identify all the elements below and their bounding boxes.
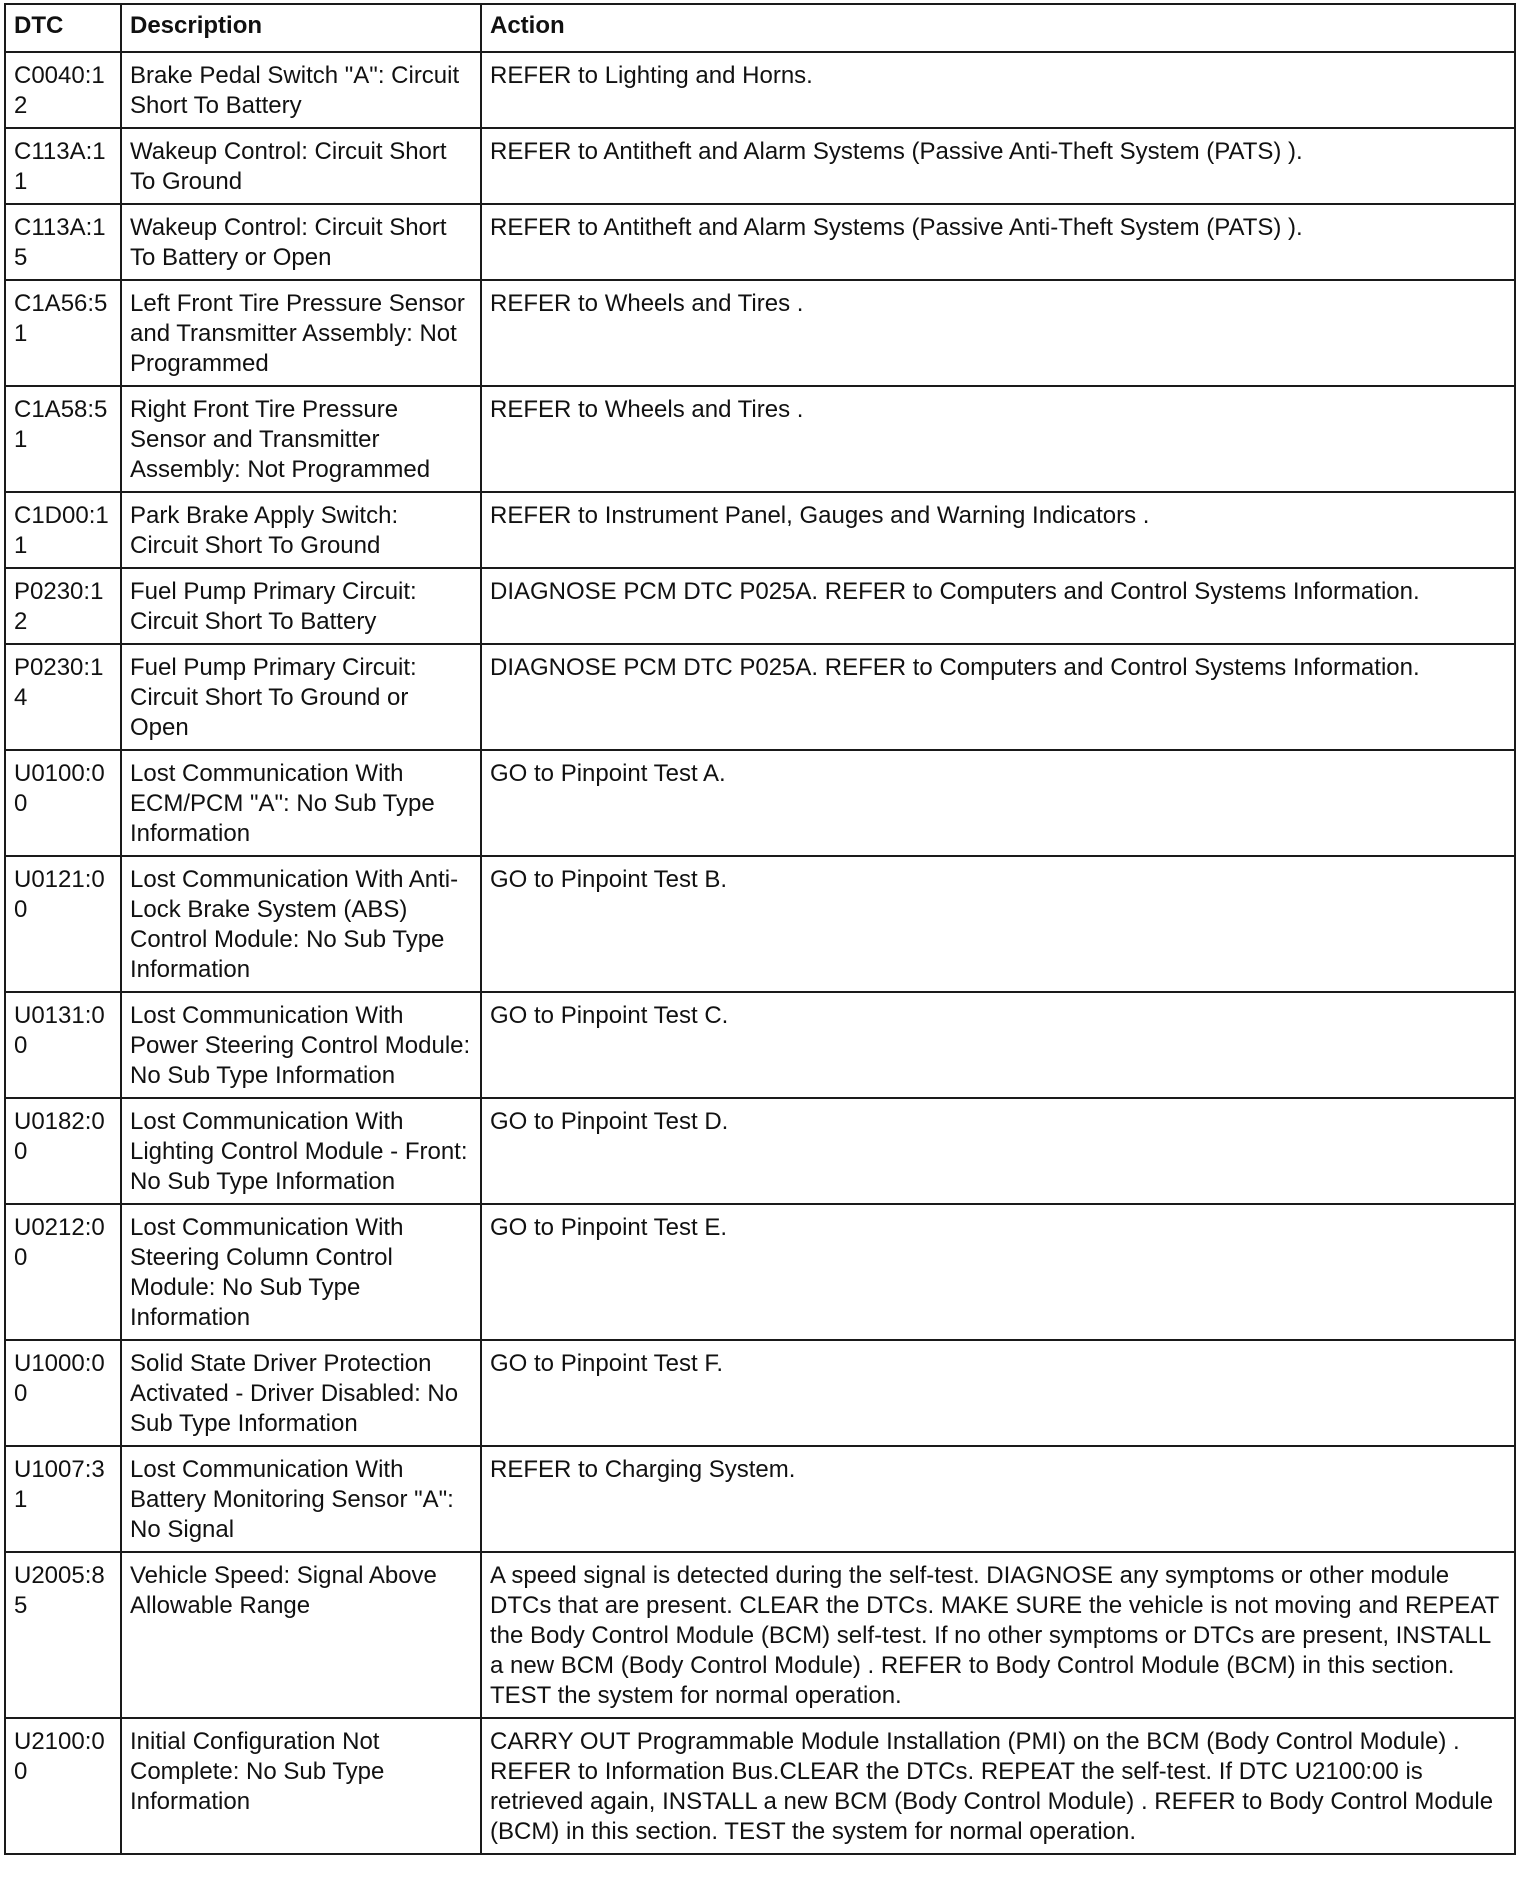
table-row <box>5 644 1515 750</box>
table-row <box>5 1204 1515 1340</box>
header-action: Action <box>481 4 1515 52</box>
cell-dtc: C113A:11 <box>5 128 121 204</box>
cell-description: Vehicle Speed: Signal Above Allowable Range <box>121 1552 481 1718</box>
cell-description: Solid State Driver Protection Activated - Driver Disabled: No Sub Type Information <box>121 1340 481 1446</box>
cell-dtc: C1D00:11 <box>5 492 121 568</box>
cell-description: Right Front Tire Pressure Sensor and Transmitter Assembly: Not Programmed <box>121 386 481 492</box>
table-row <box>5 1446 1515 1552</box>
table-row <box>5 386 1515 492</box>
cell-action: REFER to Antitheft and Alarm Systems (Passive Anti-Theft System (PATS) ). <box>481 128 1515 204</box>
cell-dtc: C1A58:51 <box>5 386 121 492</box>
cell-description: Initial Configuration Not Complete: No Sub Type Information <box>121 1718 481 1854</box>
table-row <box>5 1718 1515 1854</box>
cell-dtc: U1007:31 <box>5 1446 121 1552</box>
cell-action: A speed signal is detected during the self-test. DIAGNOSE any symptoms or other module DTCs that are present. CLEAR the DTCs. MAKE SURE the vehicle is not moving and REPEAT the Body Control Module (BCM) self-test. If no other symptoms or DTCs are present, INSTALL a new BCM (Body Control Module) . REFER to Body Control Module (BCM) in this section. TEST the system for normal operation. <box>481 1552 1515 1718</box>
cell-dtc: C113A:15 <box>5 204 121 280</box>
table-row <box>5 568 1515 644</box>
cell-action: GO to Pinpoint Test C. <box>481 992 1515 1098</box>
table-row <box>5 992 1515 1098</box>
header-row <box>5 4 1515 52</box>
cell-description: Wakeup Control: Circuit Short To Ground <box>121 128 481 204</box>
table-header <box>5 4 1515 52</box>
cell-dtc: U0212:00 <box>5 1204 121 1340</box>
cell-dtc: U2005:85 <box>5 1552 121 1718</box>
table-body <box>5 52 1515 1854</box>
header-description: Description <box>121 4 481 52</box>
table-row <box>5 750 1515 856</box>
cell-description: Lost Communication With Battery Monitoring Sensor "A": No Signal <box>121 1446 481 1552</box>
cell-description: Lost Communication With Lighting Control Module - Front: No Sub Type Information <box>121 1098 481 1204</box>
table-row <box>5 52 1515 128</box>
cell-action: REFER to Antitheft and Alarm Systems (Passive Anti-Theft System (PATS) ). <box>481 204 1515 280</box>
cell-description: Fuel Pump Primary Circuit: Circuit Short To Battery <box>121 568 481 644</box>
table-row <box>5 492 1515 568</box>
cell-dtc: C1A56:51 <box>5 280 121 386</box>
cell-dtc: C0040:12 <box>5 52 121 128</box>
cell-action: GO to Pinpoint Test F. <box>481 1340 1515 1446</box>
cell-dtc: U1000:00 <box>5 1340 121 1446</box>
cell-action: REFER to Charging System. <box>481 1446 1515 1552</box>
cell-action: GO to Pinpoint Test E. <box>481 1204 1515 1340</box>
cell-action: REFER to Wheels and Tires . <box>481 386 1515 492</box>
cell-description: Lost Communication With Power Steering Control Module: No Sub Type Information <box>121 992 481 1098</box>
table-row <box>5 280 1515 386</box>
cell-dtc: P0230:12 <box>5 568 121 644</box>
cell-description: Lost Communication With ECM/PCM "A": No Sub Type Information <box>121 750 481 856</box>
table-row <box>5 1340 1515 1446</box>
cell-description: Lost Communication With Anti-Lock Brake System (ABS) Control Module: No Sub Type Information <box>121 856 481 992</box>
cell-action: DIAGNOSE PCM DTC P025A. REFER to Computers and Control Systems Information. <box>481 644 1515 750</box>
cell-dtc: U0100:00 <box>5 750 121 856</box>
cell-description: Wakeup Control: Circuit Short To Battery or Open <box>121 204 481 280</box>
cell-action: REFER to Instrument Panel, Gauges and Warning Indicators . <box>481 492 1515 568</box>
cell-action: REFER to Lighting and Horns. <box>481 52 1515 128</box>
table-row <box>5 128 1515 204</box>
cell-dtc: U0182:00 <box>5 1098 121 1204</box>
header-dtc: DTC <box>5 4 121 52</box>
cell-action: GO to Pinpoint Test D. <box>481 1098 1515 1204</box>
cell-action: DIAGNOSE PCM DTC P025A. REFER to Computers and Control Systems Information. <box>481 568 1515 644</box>
cell-description: Fuel Pump Primary Circuit: Circuit Short To Ground or Open <box>121 644 481 750</box>
cell-dtc: U2100:00 <box>5 1718 121 1854</box>
cell-dtc: U0121:00 <box>5 856 121 992</box>
dtc-table <box>4 3 1516 1855</box>
table-row <box>5 856 1515 992</box>
cell-dtc: P0230:14 <box>5 644 121 750</box>
cell-description: Brake Pedal Switch "A": Circuit Short To Battery <box>121 52 481 128</box>
cell-action: GO to Pinpoint Test B. <box>481 856 1515 992</box>
cell-description: Left Front Tire Pressure Sensor and Transmitter Assembly: Not Programmed <box>121 280 481 386</box>
cell-description: Park Brake Apply Switch: Circuit Short To Ground <box>121 492 481 568</box>
table-row <box>5 204 1515 280</box>
table-row <box>5 1098 1515 1204</box>
cell-action: REFER to Wheels and Tires . <box>481 280 1515 386</box>
cell-description: Lost Communication With Steering Column Control Module: No Sub Type Information <box>121 1204 481 1340</box>
cell-action: CARRY OUT Programmable Module Installation (PMI) on the BCM (Body Control Module) . REFER to Information Bus.CLEAR the DTCs. REPEAT the self-test. If DTC U2100:00 is retrieved again, INSTALL a new BCM (Body Control Module) . REFER to Body Control Module (BCM) in this section. TEST the system for normal operation. <box>481 1718 1515 1854</box>
table-row <box>5 1552 1515 1718</box>
cell-action: GO to Pinpoint Test A. <box>481 750 1515 856</box>
cell-dtc: U0131:00 <box>5 992 121 1098</box>
